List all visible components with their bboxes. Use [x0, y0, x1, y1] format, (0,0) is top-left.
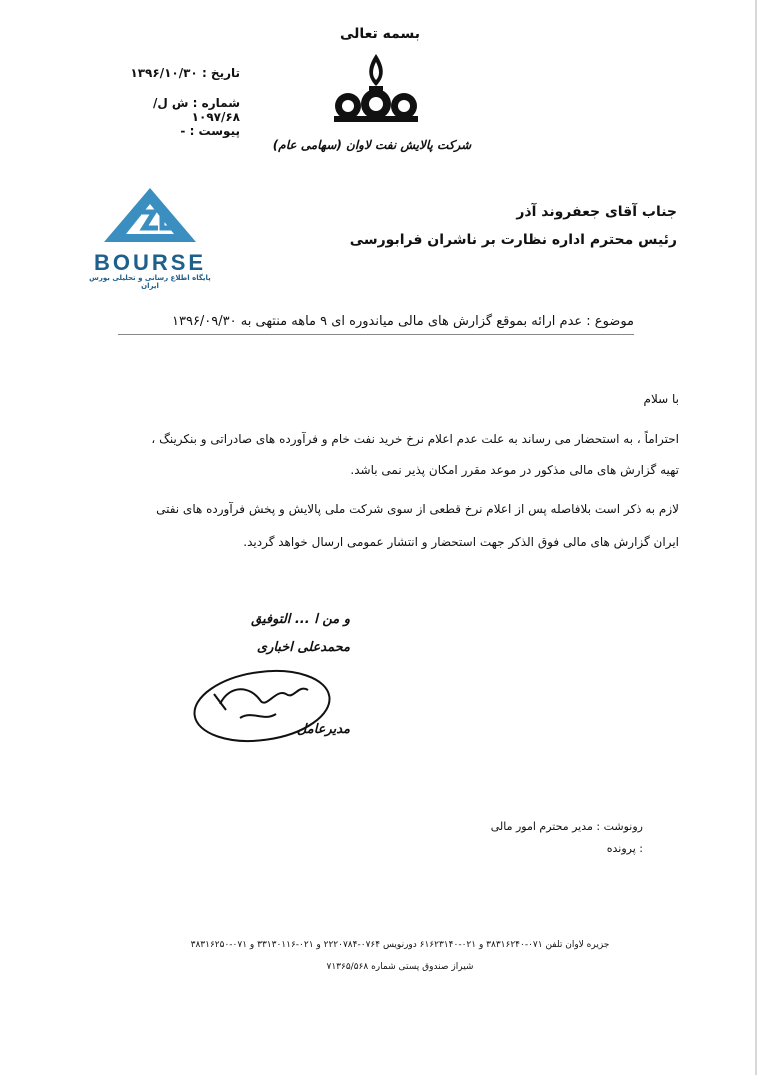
cc-file: : پرونده: [606, 842, 643, 855]
date-line: [110, 66, 240, 80]
number-label: شماره :: [192, 96, 240, 110]
signatory-name: محمدعلی اخباری: [256, 640, 350, 655]
attachment-value: -: [180, 124, 186, 138]
date-value: ۱۳۹۶/۱۰/۳۰: [130, 66, 198, 80]
bourse-tagline: پایگاه اطلاع رسانی و تحلیلی بورس ایران: [89, 274, 211, 290]
recipient-name: جناب آقای جعفروند آذر: [516, 204, 677, 220]
bourse-watermark: [80, 186, 220, 290]
bourse-triangle-icon: [80, 186, 220, 248]
greeting: با سلام: [643, 392, 679, 406]
page-edge-shadow: [755, 0, 757, 1075]
bourse-brand: BOURSE: [93, 250, 207, 275]
company-name: شرکت پالایش نفت لاوان (سهامی عام): [272, 138, 472, 152]
cc-finance: رونوشت : مدیر محترم امور مالی: [490, 820, 643, 833]
attachment-label: پیوست :: [189, 124, 240, 138]
signatory-position: مدیرعامل: [296, 722, 350, 737]
date-label: تاریخ :: [201, 66, 240, 80]
subject-line: موضوع : عدم ارائه بموقع گزارش های مالی میاندوره ای ۹ ماهه منتهی به ۱۳۹۶/۰۹/۳۰: [172, 314, 634, 329]
bismillah-heading: بسمه تعالی: [339, 26, 421, 42]
closing-phrase: و من ا ... التوفیق: [251, 612, 350, 627]
attachment-line: [110, 124, 240, 138]
paragraph-1-line-2: تهیه گزارش های مالی مذکور در موعد مقرر امکان پذیر نمی باشد.: [350, 463, 679, 477]
subject-underline: [118, 334, 634, 335]
paragraph-2-line-2: ایران گزارش های مالی فوق الذکر جهت استحضار و انتشار عمومی ارسال خواهد گردید.: [243, 535, 679, 549]
recipient-title: رئیس محترم اداره نظارت بر ناشران فرابورسی: [349, 232, 677, 248]
paragraph-2-line-1: لازم به ذکر است بلافاصله پس از اعلام نرخ قطعی از سوی شرکت ملی پالایش و پخش فرآورده های نفتی: [156, 502, 679, 516]
paragraph-1-line-1: احتراماً ، به استحضار می رساند به علت عدم اعلام نرخ خرید نفت خام و فرآورده های صادراتی و بنکرینگ ،: [151, 432, 679, 446]
company-logo-icon: [328, 52, 424, 128]
number-value: ش ل/۱۰۹۷/۶۸: [152, 96, 240, 124]
footer-po-box: شیراز صندوق پستی شماره ۷۱۳۶۵/۵۶۸: [326, 962, 474, 972]
footer-contact: جزیره لاوان تلفن ۰۷۱-۳۸۳۱۶۲۴۰ و ۰۲۱-۶۱۶۲۳۱۴۰ دورنویس ۰۷۶۴-۲۲۲۰۷۸۴ و ۰۲۱-۳۳۱۳۰۱۱۶ و ۰۷۱-۳۸۳۱۶۲۵۰: [190, 940, 610, 950]
number-line: [110, 96, 240, 124]
